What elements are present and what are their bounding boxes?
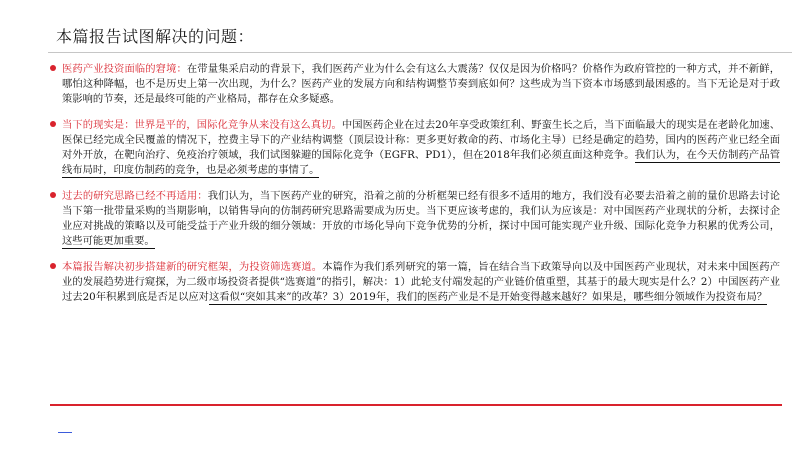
bullet-icon bbox=[50, 192, 56, 198]
paragraph-lead: 本篇报告解决初步搭建新的研究框架，为投资筛选赛道。 bbox=[62, 261, 323, 273]
title-divider bbox=[48, 52, 792, 53]
paragraph-lead: 过去的研究思路已经不再适用： bbox=[62, 190, 208, 202]
page-link[interactable] bbox=[58, 432, 72, 433]
paragraph-underlined-text: 这些可能更加重要。 bbox=[62, 235, 155, 247]
paragraph-text: 在带量集采启动的背景下，我们医药产业为什么会有这么大震荡？仅仅是因为价格吗？价格作为政府管控的一种方式，并不新鲜，哪怕这种降幅，也不是历史上第一次出现，为什么？医药产业的发展方向和结构调整节奏到底如何？这些成为当下资本市场感到最困惑的。当下无论是对于政策影响的节奏，还是最终可能的产业格局，都存在众多疑惑。 bbox=[62, 63, 780, 105]
paragraph-underlined-text: 我们认为，在今天仿制药产品管线布局时，印度仿制药的竞争，也是必须考虑的事情了。 bbox=[62, 149, 780, 176]
bullet-icon bbox=[50, 121, 56, 127]
bullet-icon bbox=[50, 65, 56, 71]
paragraph-old-approach bbox=[50, 189, 780, 249]
paragraph-text: 我们认为，当下医药产业的研究，沿着之前的分析框架已经有很多不适用的地方，我们没有必要去沿着之前的量价思路去讨论当下第一批带量采购的当期影响，以销售导向的仿制药研究思路需要成为历史。当下更应该考虑的，我们认为应该是：对中国医药产业现状的分析，去探讨企业应对挑战的策略以及可能受益于产业升级的细分领域：开放的市场化导向下竞争优势的分析，探讨中国可能实现产业升级、国际化竞争力积累的优秀公司， bbox=[62, 190, 780, 232]
paragraph-new-framework bbox=[50, 260, 780, 305]
paragraph-lead: 当下的现实是：世界是平的，国际化竞争从来没有这么真切。 bbox=[62, 119, 342, 131]
bullet-icon bbox=[50, 263, 56, 269]
paragraph-text: 本篇作为我们系列研究的第一篇，旨在结合当下政策导向以及中国医药产业现状，对未来中国医药产业的发展趋势进行窥探，为二级市场投资者提供“选赛道”的指引，解决：1）此轮支付端发起的产业链价值重塑，其基于的最大现实是什么？2）中国医药产业过去20年积累到底是否足以应对 bbox=[62, 261, 781, 303]
paragraph-text: 中国医药企业在过去20年享受政策红利、野蛮生长之后，当下面临最大的现实是在老龄化加速、医保已经完成全民覆盖的情况下，控费主导下的产业结构调整（顶层设计称：更多更好救命的药、市场化主导）已经是确定的趋势，国内的医药产业已经全面对外开放，在靶向治疗、免疫治疗领域，我们试图躲避的国际化竞争（EGFR、PD1），但在2018年我们必须直面这种竞争。 bbox=[62, 119, 780, 161]
page-title: 本篇报告试图解决的问题： bbox=[56, 27, 255, 46]
report-body bbox=[50, 62, 780, 305]
footer-divider bbox=[50, 404, 782, 406]
paragraph-dilemma bbox=[50, 62, 780, 107]
paragraph-reality bbox=[50, 118, 780, 178]
paragraph-lead: 医药产业投资面临的窘境： bbox=[62, 63, 187, 75]
paragraph-underlined-text: 这看似“突如其来”的改革？3）2019年，我们的医药产业是不是开始变得越来越好？如果是，哪些细分领域作为投资布局？ bbox=[208, 291, 768, 303]
